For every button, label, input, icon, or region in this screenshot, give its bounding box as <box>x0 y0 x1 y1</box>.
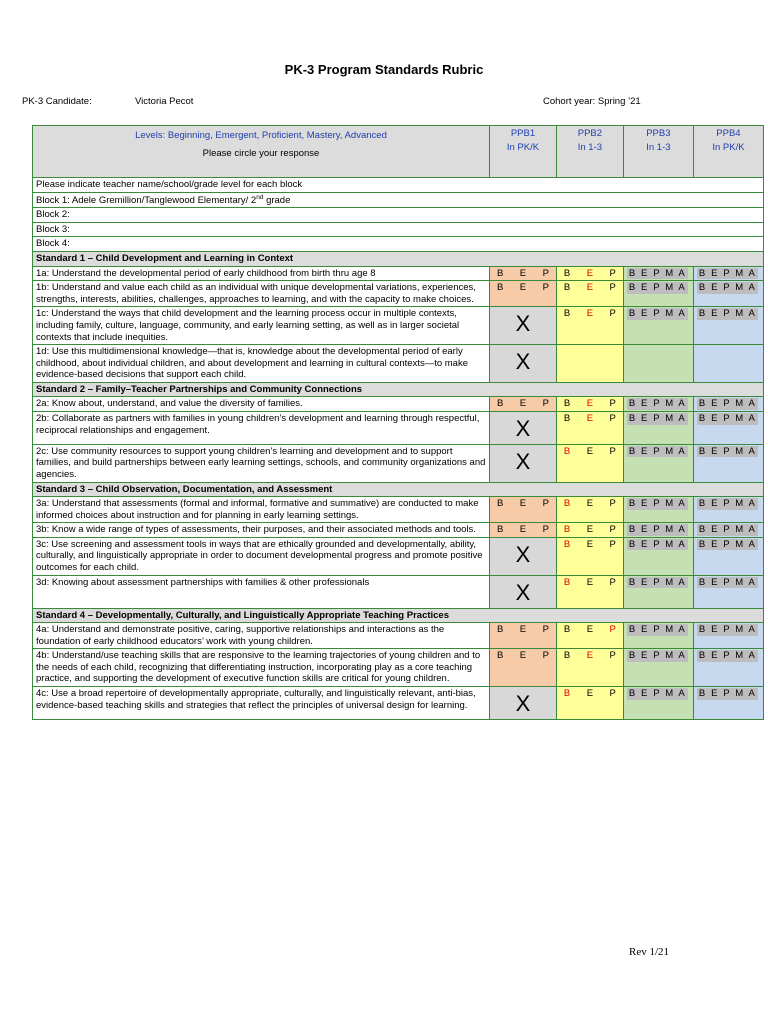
ppb3-rating[interactable]: B E P M A <box>628 398 687 410</box>
ppb4-rating[interactable]: B E P M A <box>698 538 757 550</box>
item-1a: 1a: Understand the developmental period of early childhood from birth thru age 8 <box>33 266 490 281</box>
indicate-instruction: Please indicate teacher name/school/grade level for each block <box>33 178 764 193</box>
ppb4-rating[interactable]: B E P M A <box>698 412 757 424</box>
item-4b: 4b: Understand/use teaching skills that are responsive to the learning trajectories of young children and to the needs of each child, recognizing that differentiating instruction, incorporating play as a core teaching practice, and supporting the development of executive function skills are critical for young children. <box>33 649 490 687</box>
ppb3-rating[interactable]: B E P M A <box>628 267 687 279</box>
cohort-year: Cohort year: Spring ’21 <box>543 96 641 107</box>
rubric-row-2c <box>33 444 764 482</box>
ppb2-rating[interactable]: B E P <box>563 398 616 410</box>
ppb4-rating[interactable]: B E P M A <box>698 308 757 320</box>
standard-3-heading: Standard 3 – Child Observation, Documentation, and Assessment <box>33 482 764 497</box>
standard-row <box>33 608 764 623</box>
block1-text-end: grade <box>263 194 291 206</box>
not-applicable-x-mark: X <box>515 579 531 605</box>
candidate-name: Victoria Pecot <box>135 96 194 107</box>
rubric-row-1a <box>33 266 764 281</box>
standard-row <box>33 482 764 497</box>
ppb2-name: PPB2 <box>577 128 603 139</box>
ppb4-rating[interactable]: B E P M A <box>698 688 757 700</box>
item-3c: 3c: Use screening and assessment tools in ways that are ethically grounded and developmentally, ability, culturally, and linguistically appropriate in order to document developmental progress and promote positive outcomes for each child. <box>33 537 490 575</box>
block-row <box>33 192 764 208</box>
ppb1-rating[interactable]: B E P <box>497 624 549 636</box>
standard-2-heading: Standard 2 – Family–Teacher Partnerships and Community Connections <box>33 382 764 397</box>
ppb3-rating[interactable]: B E P M A <box>628 498 687 510</box>
ppb4-name: PPB4 <box>716 128 741 139</box>
not-applicable-x-mark: X <box>515 691 531 717</box>
ppb3-rating[interactable]: B E P M A <box>628 624 687 636</box>
info-row <box>33 178 764 193</box>
rubric-row-1c <box>33 307 764 345</box>
ppb4-rating[interactable]: B E P M A <box>698 524 757 536</box>
ppb4-rating[interactable]: B E P M A <box>698 398 757 410</box>
item-2c: 2c: Use community resources to support young children’s learning and development and to support families, and build partnerships between early learning settings, schools, and community organizations and agencies. <box>33 444 490 482</box>
ppb4-rating[interactable]: B E P M A <box>698 267 757 279</box>
rubric-row-3a <box>33 497 764 523</box>
ppb1-rating[interactable]: B E P <box>497 498 549 510</box>
rubric-row-4a <box>33 623 764 649</box>
block-row <box>33 222 764 237</box>
block2-field[interactable]: Block 2: <box>33 208 764 223</box>
rubric-row-2b <box>33 411 764 444</box>
ppb1-rating[interactable]: B E P <box>497 267 549 279</box>
ppb2-rating[interactable]: B E P <box>563 524 616 536</box>
item-1c: 1c: Understand the ways that child development and the learning process occur in multiple contexts, including family, culture, language, community, and early learning setting, as well as in larger societal contexts that include inequities. <box>33 307 490 345</box>
ppb4-rating[interactable]: B E P M A <box>698 624 757 636</box>
item-3d: 3d: Knowing about assessment partnerships with families & other professionals <box>33 575 490 608</box>
not-applicable-x-mark: X <box>515 448 531 474</box>
ppb4-rating[interactable]: B E P M A <box>698 498 757 510</box>
ppb4-rating-empty[interactable] <box>693 345 763 383</box>
item-4c: 4c: Use a broad repertoire of developmentally appropriate, culturally, and linguistically relevant, anti-bias, evidence-based teaching skills and strategies that reflect the principles of universal design for learning. <box>33 687 490 720</box>
ppb1-rating[interactable]: B E P <box>497 650 549 662</box>
revision-label: Rev 1/21 <box>629 946 670 958</box>
candidate-label: PK-3 Candidate: <box>22 96 92 107</box>
block-row <box>33 237 764 252</box>
block-row <box>33 208 764 223</box>
header-row <box>33 126 764 178</box>
rubric-row-2a <box>33 397 764 412</box>
not-applicable-x-mark: X <box>515 311 531 337</box>
ppb1-rating[interactable]: B E P <box>497 524 549 536</box>
ppb2-rating[interactable]: B E P <box>563 308 616 320</box>
circle-instruction: Please circle your response <box>202 147 320 159</box>
ppb3-header <box>623 126 693 178</box>
ppb2-rating[interactable]: B E P <box>563 412 616 424</box>
ppb1-header <box>490 126 557 178</box>
item-1b: 1b: Understand and value each child as an individual with unique developmental variations, experiences, strengths, interests, abilities, challenges, approaches to learning, and with the capacity to make choices. <box>33 281 490 307</box>
not-applicable-x-mark: X <box>515 541 531 567</box>
rubric-row-1b <box>33 281 764 307</box>
item-2a: 2a: Know about, understand, and value the diversity of families. <box>33 397 490 412</box>
standard-row <box>33 252 764 267</box>
ppb2-rating[interactable]: B E P <box>563 498 616 510</box>
ppb2-rating[interactable]: B E P <box>563 445 616 457</box>
ppb4-rating[interactable]: B E P M A <box>698 576 757 588</box>
ppb3-rating[interactable]: B E P M A <box>628 650 687 662</box>
ppb3-name: PPB3 <box>646 128 671 139</box>
ppb3-rating[interactable]: B E P M A <box>628 576 687 588</box>
item-1d: 1d: Use this multidimensional knowledge—that is, knowledge about the developmental period of early childhood, about individual children, and about development and learning in cultural contexts—to make evidence-based decisions that support each child. <box>33 345 490 383</box>
ppb2-grade: In 1-3 <box>577 142 603 154</box>
block1-text: Block 1: Adele Gremillion/Tanglewood Elementary/ 2 <box>36 194 257 206</box>
standard-1-heading: Standard 1 – Child Development and Learning in Context <box>33 252 764 267</box>
not-applicable-x-mark: X <box>515 415 531 441</box>
ppb2-rating[interactable]: B E P <box>563 576 616 588</box>
item-2b: 2b: Collaborate as partners with families in young children’s development and learning through respectful, reciprocal relationships and engagement. <box>33 411 490 444</box>
ppb3-rating[interactable]: B E P M A <box>628 445 687 457</box>
ppb4-header <box>693 126 763 178</box>
ppb2-rating[interactable]: B E P <box>563 282 616 294</box>
ppb3-rating[interactable]: B E P M A <box>628 524 687 536</box>
ppb3-rating[interactable]: B E P M A <box>628 688 687 700</box>
standard-4-heading: Standard 4 – Developmentally, Culturally, and Linguistically Appropriate Teaching Practices <box>33 608 764 623</box>
item-4a: 4a: Understand and demonstrate positive, caring, supportive relationships and interactions as the foundation of early childhood educators’ work with young children. <box>33 623 490 649</box>
item-3a: 3a: Understand that assessments (formal and informal, formative and summative) are conducted to make informed choices about instruction and for planning in early learning settings. <box>33 497 490 523</box>
block1-field[interactable] <box>33 192 764 208</box>
block4-field[interactable]: Block 4: <box>33 237 764 252</box>
ppb1-grade: In PK/K <box>506 142 540 154</box>
ppb3-rating[interactable]: B E P M A <box>628 412 687 424</box>
ppb2-rating[interactable]: B E P <box>563 267 616 279</box>
ppb2-rating-empty[interactable] <box>556 345 623 383</box>
standard-row <box>33 382 764 397</box>
levels-text: Levels: Beginning, Emergent, Proficient, Mastery, Advanced <box>135 130 387 141</box>
ppb2-rating[interactable]: B E P <box>563 688 616 700</box>
ppb4-grade: In PK/K <box>712 142 745 154</box>
ppb2-rating[interactable]: B E P <box>563 650 616 662</box>
rubric-row-4b <box>33 649 764 687</box>
ppb4-rating[interactable]: B E P M A <box>698 650 757 662</box>
ppb3-rating[interactable]: B E P M A <box>628 538 687 550</box>
ppb3-rating[interactable]: B E P M A <box>628 282 687 294</box>
ppb4-rating[interactable]: B E P M A <box>698 282 757 294</box>
item-3b: 3b: Know a wide range of types of assessments, their purposes, and their associated methods and tools. <box>33 523 490 538</box>
ppb1-rating[interactable]: B E P <box>497 398 549 410</box>
rubric-row-4c <box>33 687 764 720</box>
rubric-row-3c <box>33 537 764 575</box>
ppb2-rating[interactable]: B E P <box>563 624 616 636</box>
ppb1-rating[interactable]: B E P <box>497 282 549 294</box>
document-title: PK-3 Program Standards Rubric <box>284 62 484 77</box>
ppb3-rating-empty[interactable] <box>623 345 693 383</box>
ppb2-header <box>556 126 623 178</box>
rubric-row-3d <box>33 575 764 608</box>
rubric-row-1d <box>33 345 764 383</box>
not-applicable-x-mark: X <box>515 349 531 375</box>
ppb4-rating[interactable]: B E P M A <box>698 445 757 457</box>
rubric-row-3b <box>33 523 764 538</box>
ppb3-rating[interactable]: B E P M A <box>628 308 687 320</box>
ppb2-rating[interactable]: B E P <box>563 538 616 550</box>
ppb3-grade: In 1-3 <box>646 142 671 154</box>
block1-sup: nd <box>256 193 264 201</box>
rubric-table <box>32 125 764 720</box>
levels-header <box>33 126 490 178</box>
ppb1-name: PPB1 <box>510 128 536 139</box>
block3-field[interactable]: Block 3: <box>33 222 764 237</box>
